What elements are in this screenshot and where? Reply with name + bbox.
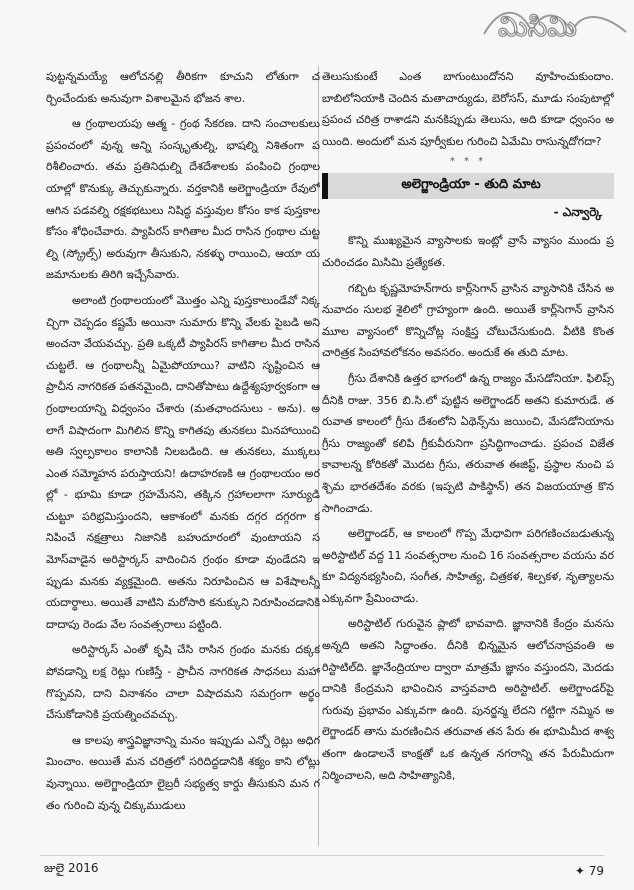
left-paragraph-4: అరిస్టార్కస్ ఎంతో కృషి చేసి రాసిన గ్రంథం మనకు దక్కకపోవడాన్ని లక్ష రెట్లు గుణిస్తే - ప్రాచీన నాగరికత సాధనలు మహా గొప్పవని, దాని వినాశనం చాలా విషాదమని సమగ్రంగా అర్థం చేసుకోడానికి ప్రయత్నించవచ్చు. — [46, 643, 320, 722]
right-paragraph-5: అరిస్టాటిల్ గురువైన ప్లాటో భావవాది. జ్ఞానానికి కేంద్రం మనసు అన్నది అతని సిద్ధాంతం. దీనికి భిన్నమైన ఆలోచనాస్రవంతి అరిస్టాటిల్‌ది. జ్ఞానేంద్రియాల ద్వారా మాత్రమే జ్ఞానం వస్తుందని, మెదడు దానికి కేంద్రమని భావించిన వాస్తవవాది అరిస్టాటిల్. అలెగ్జాండర్‌పై గురువు ప్రభావం ఎక్కువగా ఉంది. పునర్జన్మ లేదని గట్టిగా నమ్మిన అలెగ్జాండర్ తాను మరణించిన తరువాత తన పేరు ఈ భూమిమీద శాశ్వతంగా ఉండాలనే కాంక్షతో ఒక ఉన్నత నగరాన్ని తన పేరుమీదుగా నిర్మించాలని, అది సాహిత్యానికి, — [322, 617, 614, 782]
page-number: ✦ 79 — [574, 864, 604, 878]
masthead-title: మిసిమి — [498, 10, 577, 43]
footer-divider — [40, 855, 604, 856]
author-byline: - ఎన్వార్కె — [553, 205, 602, 220]
section-separator: * * * — [449, 156, 487, 168]
section-banner — [322, 173, 614, 199]
section-title: అలెగ్జాండ్రియా - తుది మాట — [322, 173, 614, 199]
masthead-logo-art — [480, 2, 630, 46]
left-paragraph-1: పుట్టన్నమయ్యే ఆలోచనల్లి తీరికగా కూచుని లోతుగా చర్చించేందుకు అనువుగా విశాలమైన భోజన శాల. — [46, 70, 320, 105]
right-paragraph-1: కొన్ని ముఖ్యమైన వ్యాసాలకు ఇంట్లో వ్రాసే వ్యాసం ముందు ప్రచురించడం మిసిమి ప్రత్యేకత. — [322, 234, 614, 269]
right-paragraph-4: అలెగ్జాండర్, ఆ కాలంలో గొప్ప మేధావిగా పరిగణించబడుతున్న అరిస్టాటిల్ వద్ద 11 సంవత్సరాల నుంచి 16 సంవత్సరాల వయసు వరకూ విద్యనభ్యసించి, సంగీత, సాహిత్య, చిత్రకళ, శిల్పకళ, నృత్యాలను ఎక్కువగా ప్రేమించాడు. — [322, 527, 614, 605]
left-paragraph-2: ఆ గ్రంథాలయపు ఆత్మ - గ్రంథ సేకరణ. దాని సంచాలకులు ప్రపంచంలో వున్న అన్ని సంస్కృతుల్ని, భాషల్ని నిశితంగా పరిశీలించారు. తమ ప్రతినిధుల్ని దేశదేశాలకు పంపించి గ్రంథాలయాల్లో కొనుక్కు తెచ్చుకున్నారు. వర్తకానికి అలెగ్జాండ్రియా రేవులో ఆగిన పడవల్ని రక్షకభటులు నిషిద్ధ వస్తువుల కోసం కాక పుస్తకాల కోసం శోధించేవారు. ప్యాపిరస్ కాగితాల మీద రాసిన గ్రంథాల చుట్టల్ని (స్క్రోల్స్) అరువుగా తీసుకుని, నకళ్ళు రాయించి, ఆయా యజమానులకు తిరిగి ఇచ్చేసేవారు. — [46, 117, 320, 282]
right-intro-paragraph: తెలుసుకుంటే ఎంత బాగుంటుందోనని వూహించుకుందాం. బాబిలోనియాకి చెందిన మతాచార్యుడు, బెరోసస్, మూడు సంపుటాల్లో ప్రపంచ చరిత్ర రాశాడని మనకిప్పుడు తెలుసు, అది కూడా ధ్వంసం అయింది. అందులో మన పూర్వీకుల గురించి ఏమేమి రాసున్నదోగదా? — [322, 70, 614, 148]
masthead-logo — [480, 2, 630, 46]
left-column — [46, 66, 320, 850]
left-paragraph-3: అలాంటి గ్రంథాలయంలో మొత్తం ఎన్ని పుస్తకాలుండేవో నిక్కచ్చిగా చెప్పడం కష్టమే అయినా సుమారు కొన్ని వేలకు పైబడి అని అంచనా వేయవచ్చు. ప్రతి ఒక్కటీ ప్యాపిరస్ కాగితాల మీద రాసిన చుట్టలే. ఆ గ్రంథాలన్నీ ఏమైపోయాయి? వాటిని సృష్టించిన ఆ ప్రాచీన నాగరికత పతనమైంది, దానితోపాటు ఉద్దేశ్యపూర్వకంగా ఆ గ్రంథాలయాన్ని విధ్వంసం చేశారు (మతఛాందసులు - అను). అలాగే విషాదంగా మిగిలిన కొన్ని కాగితపు తునకలు మినహాయించి అతి స్వల్పకాలం కాలానికి నిలబడింది. ఆ తునకలు, ముక్కలు ఎంత సమ్మోహన పరుస్తాయని! ఉదాహరణకి ఆ గ్రంథాలయం అరల్లో - భూమి కూడా గ్రహమేనని, తక్కిన గ్రహాలలాగా సూర్యుడి చుట్టూ పరిభ్రమిస్తుందని, ఆకాశంలో మనకు దగ్గర దగ్గరగా కనిపించే నక్షత్రాలు నిజానికి బహుదూరంలో వుంటాయని సమోస్‌వాడైన అరిస్టార్కస్ వాదించిన గ్రంథం కూడా వుండేదని ఇప్పుడు మనకు వ్యక్తమైంది. అతను నిరూపించిన ఆ విశేషాలన్నీ యదార్థాలు. అయితే వాటిని మరోసారి కనుక్కుని నిరూపించడానికి దాదాపు రెండు వేల సంవత్సరాలు పట్టింది. — [46, 293, 320, 631]
right-paragraph-3: గ్రీసు దేశానికి ఉత్తర భాగంలో ఉన్న రాజ్యం మేసడోనియా. ఫిలిప్స్ దీనికి రాజు. 356 బి.సి.లో పుట్టిన అలెగ్జాండర్ అతని కుమారుడే. తరువాత కాలంలో గ్రీసు దేశంలోని ఏథెన్స్‌ను జయించి, మేసడోనియాను గ్రీసు రాజ్యంతో కలిపి గ్రీకువీరునిగా ప్రసిద్ధిగాంచాడు. ప్రపంచ విజేత కావాలన్న కోరికతో మొదట గ్రీసు, తరువాత ఈజిప్ట్, ప్రస్థాల నుంచి పశ్చిమ భారతదేశం వరకు (ఇప్పటి పాకిస్థాన్) తన విజయయాత్ర కొనసాగించాడు. — [322, 371, 614, 515]
right-paragraph-2: గబ్బిట కృష్ణమోహన్‌గారు కార్ల్‌సెగాన్ వ్రాసిన వ్యాసానికి చేసిన అనువాదం సులభ శైలిలో గ్రాహ్యంగా ఉంది. అయితే కార్ల్‌సెగాన్ వ్రాసిన మూల వ్యాసంలో కొన్నిచోట్ల సంక్షిప్త చోటుచేసుకుంది. వీటికి కొంత చారిత్రక సింహావలోకనం అవసరం. అందుకే ఈ తుది మాట. — [322, 281, 614, 360]
issue-date: జులై 2016 — [44, 861, 99, 875]
left-paragraph-5: ఆ కాలపు శాస్త్రవిజ్ఞానాన్ని మనం ఇప్పుడు ఎన్నో రెట్లు అధిగమించాం. అయితే మన చరిత్రలో సరిదిద్దడానికి శక్యం కాని లోట్లు వున్నాయి. అలెగ్జాండ్రియా లైబ్రరీ సభ్యత్వ కార్డు తీసుకుని మన గతం గురించి వున్న చిక్కుముడులు — [46, 733, 320, 812]
right-column — [322, 66, 614, 850]
